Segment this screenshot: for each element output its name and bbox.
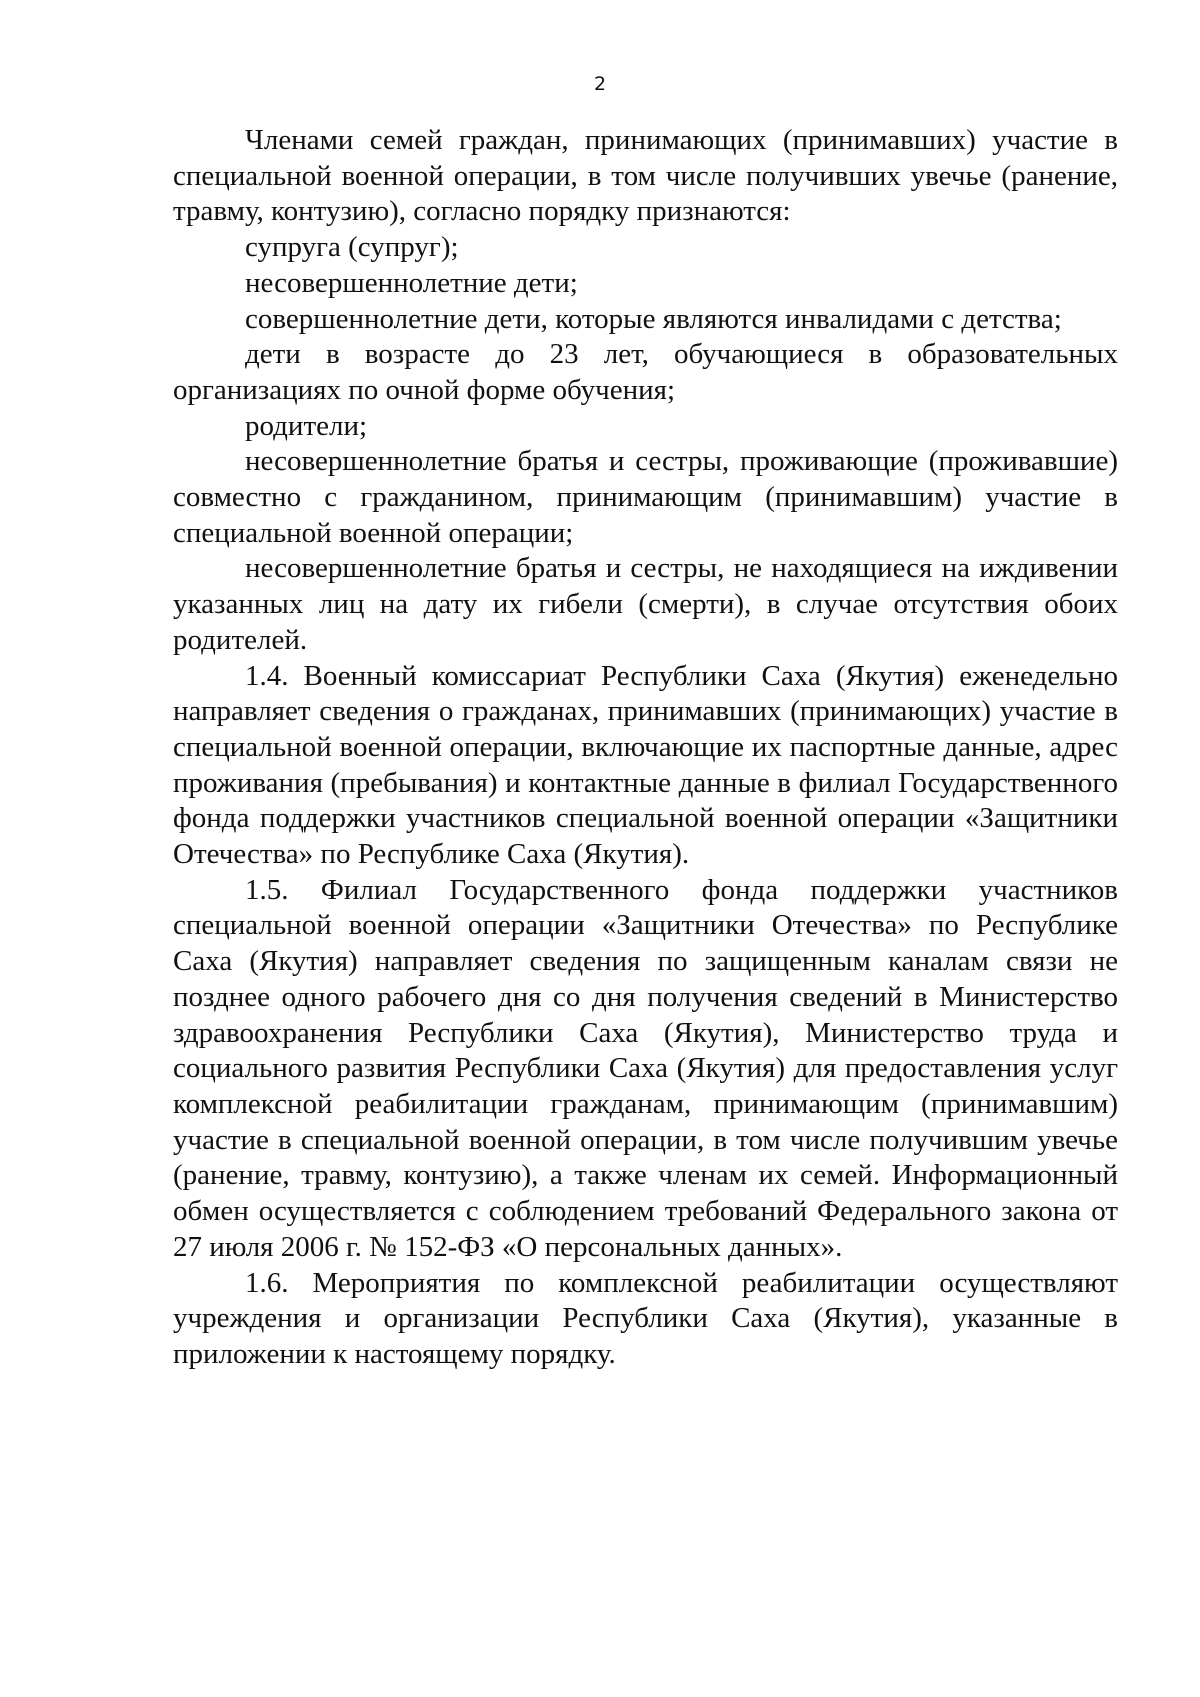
list-item-minor-children: несовершеннолетние дети; xyxy=(245,266,578,299)
list-item-spouse: супруга (супруг); xyxy=(245,231,459,264)
page-number: 2 xyxy=(593,73,607,95)
paragraph-family-members-intro: Членами семей граждан, принимающих (принимавших) участие в специальной военной операции, в том числе получивших увечье (ранение, травму, контузию), согласно порядку признаются: xyxy=(173,124,1118,228)
document-body xyxy=(173,123,1118,1373)
clause-1-6: 1.6. Мероприятия по комплексной реабилитации осуществляют учреждения и организации Республики Саха (Якутия), указанные в приложении к настоящему порядку. xyxy=(173,1266,1118,1370)
clause-1-4: 1.4. Военный комиссариат Республики Саха (Якутия) еженедельно направляет сведения о гражданах, принимавших (принимающих) участие в специальной военной операции, включающие их паспортные данные, адрес проживания (пребывания) и контактные данные в филиал Государственного фонда поддержки участников специальной военной операции «Защитники Отечества» по Республике Саха (Якутия). xyxy=(173,659,1118,871)
list-item-children-under-23: дети в возрасте до 23 лет, обучающиеся в образовательных организациях по очной форме обучения; xyxy=(173,338,1118,406)
clause-1-5: 1.5. Филиал Государственного фонда поддержки участников специальной военной операции «Защитники Отечества» по Республике Саха (Якутия) направляет сведения по защищенным каналам связи не позднее одного рабочего дня со дня получения сведений в Министерство здравоохранения Республики Саха (Якутия), Министерство труда и социального развития Республики Саха (Якутия) для предоставления услуг комплексной реабилитации гражданам, принимающим (принимавшим) участие в специальной военной операции, в том числе получившим увечье (ранение, травму, контузию), а также членам их семей. Информационный обмен осуществляется с соблюдением требований Федерального закона от 27 июля 2006 г. № 152-ФЗ «О персональных данных». xyxy=(173,873,1118,1263)
list-item-minor-siblings-cohabiting: несовершеннолетние братья и сестры, проживающие (проживавшие) совместно с гражданином, принимающим (принимавшим) участие в специальной военной операции; xyxy=(173,445,1118,549)
list-item-minor-siblings-not-dependent: несовершеннолетние братья и сестры, не находящиеся на иждивении указанных лиц на дату их гибели (смерти), в случае отсутствия обоих родителей. xyxy=(173,552,1118,656)
list-item-parents: родители; xyxy=(245,409,368,442)
list-item-adult-disabled-children: совершеннолетние дети, которые являются инвалидами с детства; xyxy=(245,302,1062,335)
